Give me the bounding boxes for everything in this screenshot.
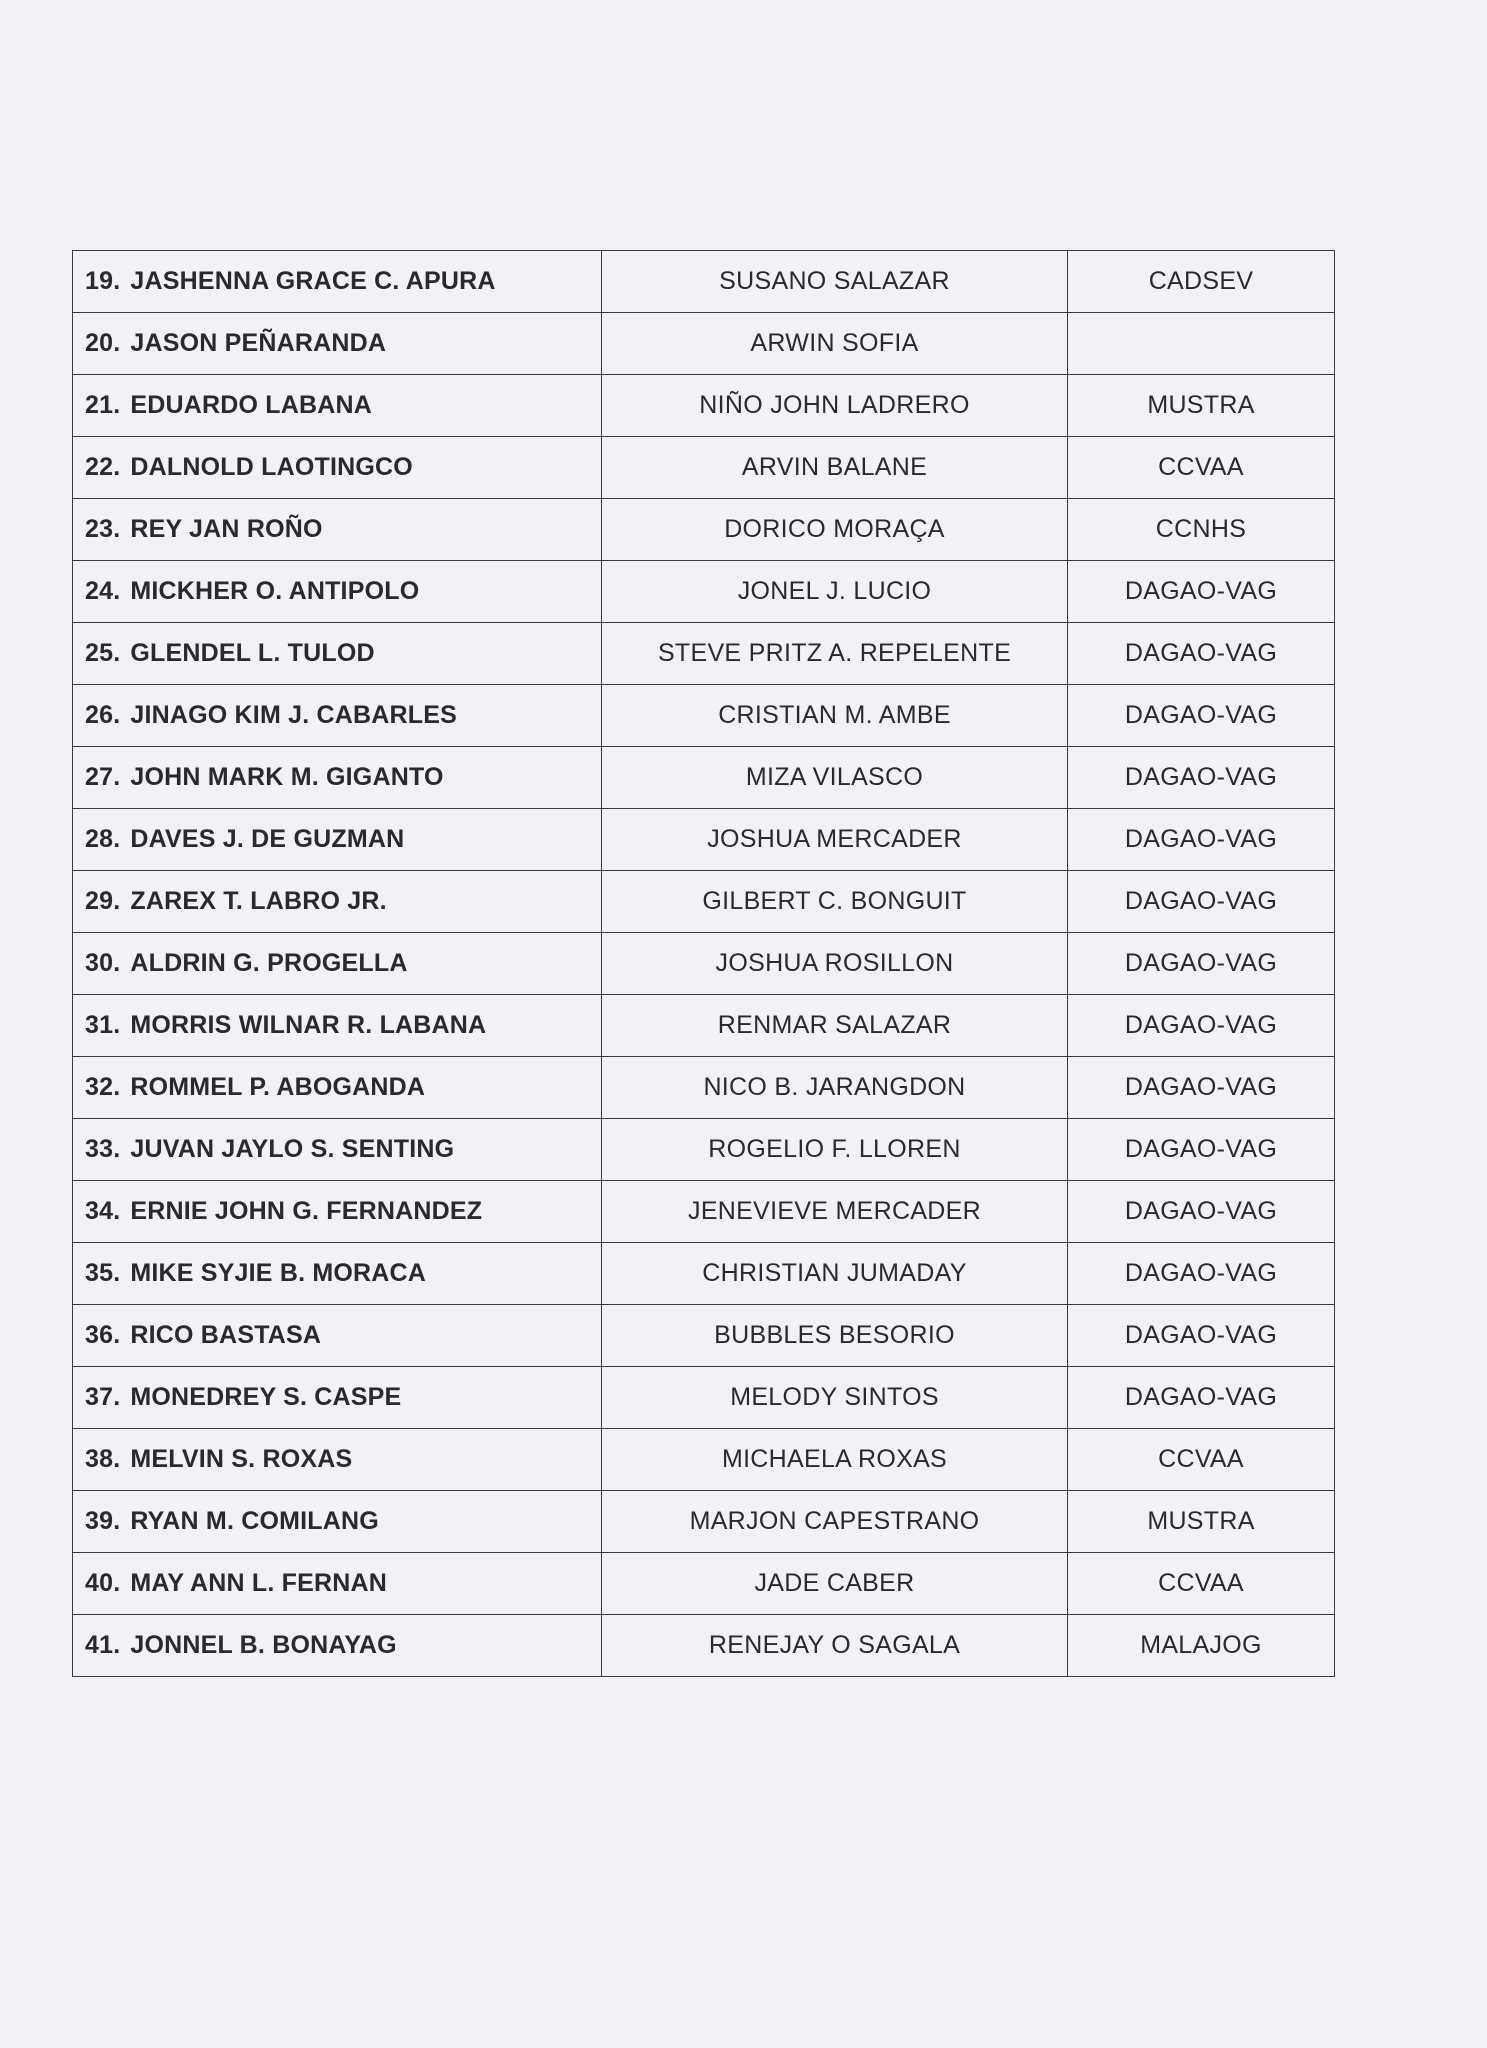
entry-number: 30. — [85, 949, 121, 977]
partner-name-cell: GILBERT C. BONGUIT — [602, 871, 1068, 933]
entry-name-cell — [73, 685, 602, 747]
table-row — [73, 313, 1335, 375]
partner-name-cell: SUSANO SALAZAR — [602, 251, 1068, 313]
table-row — [73, 1367, 1335, 1429]
table-row — [73, 1057, 1335, 1119]
partner-name-cell: ARVIN BALANE — [602, 437, 1068, 499]
entry-name-cell — [73, 1243, 602, 1305]
entry-number: 27. — [85, 763, 121, 791]
organization-cell: CCVAA — [1068, 1429, 1335, 1491]
organization-cell: DAGAO-VAG — [1068, 1057, 1335, 1119]
entry-name-cell — [73, 251, 602, 313]
table-row — [73, 1429, 1335, 1491]
partner-name-cell: STEVE PRITZ A. REPELENTE — [602, 623, 1068, 685]
partner-name-cell: JONEL J. LUCIO — [602, 561, 1068, 623]
table-row — [73, 871, 1335, 933]
entry-name: JASHENNA GRACE C. APURA — [130, 267, 496, 295]
table-row — [73, 1305, 1335, 1367]
organization-cell: MUSTRA — [1068, 1491, 1335, 1553]
partner-name-cell: ARWIN SOFIA — [602, 313, 1068, 375]
organization-cell: DAGAO-VAG — [1068, 933, 1335, 995]
table-row — [73, 685, 1335, 747]
entry-name: ALDRIN G. PROGELLA — [130, 949, 408, 977]
organization-cell: DAGAO-VAG — [1068, 1181, 1335, 1243]
table-row — [73, 1615, 1335, 1677]
entry-name: ZAREX T. LABRO JR. — [130, 887, 387, 915]
partner-name-cell: MIZA VILASCO — [602, 747, 1068, 809]
entry-name: MAY ANN L. FERNAN — [130, 1569, 388, 1597]
organization-cell: DAGAO-VAG — [1068, 561, 1335, 623]
entry-name-cell — [73, 499, 602, 561]
partner-name-cell: MELODY SINTOS — [602, 1367, 1068, 1429]
entry-name-cell — [73, 437, 602, 499]
entry-name-cell — [73, 933, 602, 995]
entry-number: 38. — [85, 1445, 121, 1473]
entry-name-cell — [73, 375, 602, 437]
organization-cell: CCNHS — [1068, 499, 1335, 561]
entry-name: RYAN M. COMILANG — [130, 1507, 379, 1535]
organization-cell: MUSTRA — [1068, 375, 1335, 437]
entry-number: 34. — [85, 1197, 121, 1225]
entry-name-cell — [73, 995, 602, 1057]
organization-cell: DAGAO-VAG — [1068, 871, 1335, 933]
organization-cell: DAGAO-VAG — [1068, 1243, 1335, 1305]
entry-number: 28. — [85, 825, 121, 853]
organization-cell: DAGAO-VAG — [1068, 995, 1335, 1057]
partner-name-cell: NIÑO JOHN LADRERO — [602, 375, 1068, 437]
table-row — [73, 1491, 1335, 1553]
entry-number: 29. — [85, 887, 121, 915]
entry-number: 21. — [85, 391, 121, 419]
partner-name-cell: RENMAR SALAZAR — [602, 995, 1068, 1057]
entry-name: JONNEL B. BONAYAG — [130, 1631, 397, 1659]
partner-name-cell: MICHAELA ROXAS — [602, 1429, 1068, 1491]
entry-name: ROMMEL P. ABOGANDA — [130, 1073, 426, 1101]
table-row — [73, 561, 1335, 623]
entry-name-cell — [73, 1181, 602, 1243]
entry-number: 33. — [85, 1135, 121, 1163]
table-row — [73, 747, 1335, 809]
table-row — [73, 809, 1335, 871]
entry-number: 22. — [85, 453, 121, 481]
entry-name-cell — [73, 871, 602, 933]
partner-name-cell: JADE CABER — [602, 1553, 1068, 1615]
table-row — [73, 437, 1335, 499]
entry-name: DALNOLD LAOTINGCO — [130, 453, 413, 481]
entry-name: JINAGO KIM J. CABARLES — [130, 701, 458, 729]
entry-name-cell — [73, 1429, 602, 1491]
partner-name-cell: JOSHUA MERCADER — [602, 809, 1068, 871]
entry-number: 24. — [85, 577, 121, 605]
partner-name-cell: CRISTIAN M. AMBE — [602, 685, 1068, 747]
organization-cell: DAGAO-VAG — [1068, 747, 1335, 809]
partner-name-cell: CHRISTIAN JUMADAY — [602, 1243, 1068, 1305]
organization-cell: CCVAA — [1068, 437, 1335, 499]
entry-name: REY JAN ROÑO — [130, 515, 323, 543]
entry-name-cell — [73, 1491, 602, 1553]
table-row — [73, 1553, 1335, 1615]
entry-name-cell — [73, 1553, 602, 1615]
entry-number: 23. — [85, 515, 121, 543]
organization-cell — [1068, 313, 1335, 375]
entry-number: 20. — [85, 329, 121, 357]
organization-cell: DAGAO-VAG — [1068, 1367, 1335, 1429]
table-row — [73, 623, 1335, 685]
table-row — [73, 1181, 1335, 1243]
entry-number: 40. — [85, 1569, 121, 1597]
entry-number: 32. — [85, 1073, 121, 1101]
roster-table-body — [73, 251, 1335, 1677]
organization-cell: DAGAO-VAG — [1068, 685, 1335, 747]
entry-number: 39. — [85, 1507, 121, 1535]
table-row — [73, 933, 1335, 995]
entry-name: JASON PEÑARANDA — [130, 329, 387, 357]
entry-name: RICO BASTASA — [130, 1321, 322, 1349]
table-row — [73, 995, 1335, 1057]
partner-name-cell: DORICO MORAÇA — [602, 499, 1068, 561]
partner-name-cell: NICO B. JARANGDON — [602, 1057, 1068, 1119]
entry-name: GLENDEL L. TULOD — [130, 639, 375, 667]
entry-name: MICKHER O. ANTIPOLO — [130, 577, 420, 605]
entry-name-cell — [73, 1305, 602, 1367]
entry-number: 41. — [85, 1631, 121, 1659]
entry-name: MORRIS WILNAR R. LABANA — [130, 1011, 487, 1039]
entry-number: 36. — [85, 1321, 121, 1349]
entry-name-cell — [73, 313, 602, 375]
entry-number: 31. — [85, 1011, 121, 1039]
entry-name-cell — [73, 1367, 602, 1429]
organization-cell: DAGAO-VAG — [1068, 809, 1335, 871]
table-row — [73, 1243, 1335, 1305]
partner-name-cell: ROGELIO F. LLOREN — [602, 1119, 1068, 1181]
entry-name-cell — [73, 1615, 602, 1677]
table-row — [73, 251, 1335, 313]
entry-number: 37. — [85, 1383, 121, 1411]
entry-name: JOHN MARK M. GIGANTO — [130, 763, 444, 791]
roster-table — [72, 250, 1335, 1677]
entry-name-cell — [73, 1057, 602, 1119]
partner-name-cell: MARJON CAPESTRANO — [602, 1491, 1068, 1553]
organization-cell: CCVAA — [1068, 1553, 1335, 1615]
entry-name: MIKE SYJIE B. MORACA — [130, 1259, 427, 1287]
organization-cell: MALAJOG — [1068, 1615, 1335, 1677]
partner-name-cell: JENEVIEVE MERCADER — [602, 1181, 1068, 1243]
entry-name: MONEDREY S. CASPE — [130, 1383, 402, 1411]
entry-name-cell — [73, 623, 602, 685]
partner-name-cell: BUBBLES BESORIO — [602, 1305, 1068, 1367]
partner-name-cell: RENEJAY O SAGALA — [602, 1615, 1068, 1677]
entry-name: JUVAN JAYLO S. SENTING — [130, 1135, 455, 1163]
entry-number: 19. — [85, 267, 121, 295]
entry-name: EDUARDO LABANA — [130, 391, 373, 419]
partner-name-cell: JOSHUA ROSILLON — [602, 933, 1068, 995]
table-row — [73, 499, 1335, 561]
entry-number: 25. — [85, 639, 121, 667]
organization-cell: DAGAO-VAG — [1068, 1119, 1335, 1181]
table-row — [73, 1119, 1335, 1181]
entry-name-cell — [73, 561, 602, 623]
entry-name-cell — [73, 747, 602, 809]
organization-cell: DAGAO-VAG — [1068, 623, 1335, 685]
organization-cell: DAGAO-VAG — [1068, 1305, 1335, 1367]
entry-name: MELVIN S. ROXAS — [130, 1445, 353, 1473]
table-row — [73, 375, 1335, 437]
entry-name: ERNIE JOHN G. FERNANDEZ — [130, 1197, 483, 1225]
organization-cell: CADSEV — [1068, 251, 1335, 313]
entry-name: DAVES J. DE GUZMAN — [130, 825, 405, 853]
entry-number: 35. — [85, 1259, 121, 1287]
entry-name-cell — [73, 809, 602, 871]
entry-name-cell — [73, 1119, 602, 1181]
entry-number: 26. — [85, 701, 121, 729]
